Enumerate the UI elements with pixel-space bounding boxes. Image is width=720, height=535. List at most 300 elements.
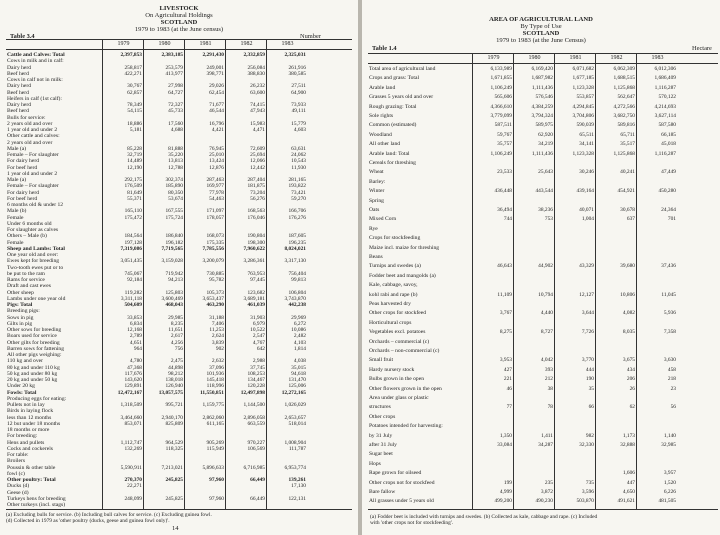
table-cell: 97,960: [209, 495, 224, 502]
table-cell: 4,767: [252, 339, 265, 346]
table-cell: 31,188: [209, 314, 224, 321]
table-cell: 1,008,904: [284, 439, 306, 446]
table-cell: 447: [626, 479, 635, 486]
row-label: Horticultural crops: [369, 319, 412, 326]
table-cell: 1,173: [622, 432, 635, 439]
table-cell: 131,470: [288, 377, 306, 383]
row-label: less than 12 months: [7, 414, 52, 421]
table-cell: 1,318,509: [120, 402, 142, 408]
table-cell: 450,280: [658, 188, 676, 195]
row-label: Peas harvested dry: [369, 301, 411, 307]
table-cell: 95,782: [209, 277, 224, 283]
table-cell: 468,043: [165, 302, 183, 308]
row-label: Female: [7, 239, 24, 246]
table-cell: 27,511: [291, 83, 306, 90]
row-label: For slaughter as calves: [7, 227, 59, 233]
table-cell: 37,436: [661, 263, 676, 270]
table-cell: 13,057,575: [158, 389, 183, 396]
table-cell: 1,026,029: [284, 402, 306, 408]
table-cell: 4,440: [540, 310, 553, 317]
row-label: Broilers: [7, 458, 26, 465]
row-label: Under 20 kg: [7, 383, 35, 390]
table-cell: 4,384,259: [531, 103, 553, 110]
table-cell: 106,804: [288, 289, 306, 296]
year-column-header: 1980: [158, 41, 171, 47]
table-cell: 73,421: [291, 189, 306, 196]
table-cell: 3,704,806: [572, 113, 594, 119]
row-label: Cereals for threshing: [369, 160, 416, 166]
table-cell: 7,358: [663, 329, 676, 336]
table-cell: 245,825: [165, 477, 183, 483]
table-cell: 663,559: [247, 420, 265, 427]
table-cell: 4,651: [129, 339, 142, 346]
table-cell: 10,086: [291, 327, 306, 333]
table-cell: 6,979: [252, 320, 265, 327]
table-cell: 117,676: [124, 370, 142, 377]
table-cell: 5,896,633: [202, 464, 224, 471]
table-cell: 1,116,287: [654, 84, 676, 91]
table-cell: 3,957: [663, 470, 676, 477]
table-cell: 165,110: [124, 208, 142, 215]
table-cell: 589,816: [617, 122, 635, 129]
table-cell: 6,133,989: [490, 66, 512, 72]
left-page-livestock: [0, 0, 358, 535]
table-cell: 176,046: [247, 214, 265, 221]
table-cell: 12,876: [209, 164, 224, 171]
table-cell: 115,949: [206, 445, 224, 452]
table-cell: 38: [547, 385, 553, 392]
table-cell: 2,291,430: [202, 52, 224, 58]
row-label: For table:: [7, 452, 29, 458]
table-cell: 196,235: [288, 239, 306, 246]
table-cell: 27,998: [168, 83, 183, 90]
table-cell: 17,130: [291, 483, 306, 490]
year-column-header: 1983: [281, 41, 294, 47]
unit-label: Number: [300, 33, 321, 40]
row-label: Ewes kept for breeding: [7, 258, 60, 265]
row-label: Female: [7, 214, 24, 221]
table-cell: 982: [585, 432, 594, 439]
table-cell: 287,463: [206, 177, 224, 183]
row-label: Hens and pullets: [7, 439, 45, 446]
row-label: Barren sows for fattening: [7, 345, 65, 352]
table-cell: 1,686,409: [654, 75, 676, 82]
table-cell: 4,780: [129, 358, 142, 365]
table-cell: 853,071: [124, 420, 142, 427]
row-label: Hops: [369, 460, 381, 467]
table-cell: 178,057: [206, 214, 224, 221]
row-label: Grasses 5 years old and over: [369, 94, 434, 101]
table-cell: 33,084: [497, 442, 512, 448]
row-label: Beans: [369, 254, 383, 260]
table-cell: 186,840: [165, 233, 183, 240]
title-line: SCOTLAND: [160, 19, 198, 26]
year-column-header: 1979: [487, 55, 500, 61]
row-label: fowl (c): [7, 470, 25, 477]
row-label: Rough grazing: Total: [369, 103, 417, 110]
row-label: Birds in laying flock: [7, 408, 54, 415]
table-cell: 1,123,328: [572, 84, 594, 91]
table-cell: 77,978: [209, 189, 224, 196]
row-label: Boars used for service: [7, 333, 57, 340]
table-cell: 4,082: [622, 310, 635, 317]
row-label: Barley:: [369, 178, 386, 185]
table-cell: 454,921: [617, 188, 635, 195]
row-label: Crops for stockfeeding: [369, 235, 421, 242]
table-cell: 6,716,985: [243, 464, 265, 471]
table-cell: 5,590,911: [120, 464, 142, 471]
table-cell: 35,015: [291, 364, 306, 371]
table-cell: 3,286,361: [243, 258, 265, 265]
table-number: Table 1.4: [372, 45, 397, 52]
table-cell: 235: [544, 479, 553, 486]
row-label: Fodder beet and mangolds (a): [369, 272, 436, 279]
row-label: Hardy nursery stock: [369, 366, 415, 373]
table-cell: 66,185: [661, 131, 676, 138]
row-label: 110 kg and over: [7, 358, 43, 365]
table-cell: 1,111,436: [531, 150, 553, 157]
table-cell: 6,272: [293, 320, 306, 327]
table-cell: 302,374: [165, 177, 183, 183]
row-label: 80 kg and under 110 kg: [7, 364, 60, 371]
table-cell: 78: [547, 404, 553, 411]
table-cell: 5,936: [663, 310, 676, 317]
row-label: For dairy herd: [7, 189, 40, 196]
table-cell: 85,228: [127, 145, 142, 152]
table-cell: 12,066: [250, 158, 265, 165]
row-label: Other gilts for breeding: [7, 339, 60, 346]
table-cell: 39,680: [620, 263, 635, 270]
table-cell: 570,122: [658, 94, 676, 101]
table-cell: 4,038: [293, 358, 306, 365]
table-cell: 30,678: [620, 207, 635, 213]
table-cell: 129,891: [124, 383, 142, 390]
table-cell: 1,411: [541, 432, 553, 439]
table-cell: 12,168: [127, 327, 142, 333]
row-label: be put to the ram: [7, 270, 45, 277]
table-cell: 184,564: [124, 233, 142, 240]
table-cell: 281,165: [288, 177, 306, 183]
table-cell: 8,275: [499, 329, 512, 336]
table-cell: 26: [629, 385, 635, 392]
row-label: Mixed Corn: [369, 216, 397, 223]
table-cell: 139,261: [288, 477, 306, 483]
table-number: Table 3.4: [10, 33, 35, 40]
table-cell: 576,546: [535, 94, 553, 101]
table-cell: 11,550,851: [200, 389, 224, 396]
table-cell: 380,585: [288, 70, 306, 77]
row-label: Other crops not for stockfeed: [369, 479, 435, 486]
table-cell: 436,448: [494, 188, 512, 195]
table-cell: 518,014: [288, 420, 306, 427]
table-cell: 34,287: [538, 442, 553, 448]
livestock-title: [0, 5, 358, 33]
table-cell: 3,682,750: [613, 113, 635, 119]
table-cell: 756,404: [288, 270, 306, 277]
table-cell: 2,617: [170, 333, 183, 340]
row-label: by 31 July: [369, 432, 393, 439]
table-cell: 2,653,657: [284, 414, 306, 421]
table-cell: 4,294,845: [572, 103, 594, 110]
table-cell: 3,630: [663, 357, 676, 364]
table-cell: 964,529: [165, 439, 183, 446]
row-label: Other flowers grown in the open: [369, 385, 442, 392]
table-bottom-rule: [368, 509, 718, 510]
row-label: Draft and cast ewes: [7, 283, 51, 290]
footnote: (a) Fodder beet is included with turnips and swedes. (b) Collected as kale, cabbage and rape. (c) Included: [370, 514, 598, 520]
table-cell: 1,814: [293, 345, 306, 352]
table-cell: 111,787: [288, 445, 306, 452]
table-cell: 30,246: [579, 169, 594, 176]
table-cell: 7,719,565: [161, 245, 183, 252]
table-cell: 33,853: [127, 314, 142, 321]
table-cell: 553,857: [576, 94, 594, 101]
row-label: 50 kg and under 80 kg: [7, 370, 58, 377]
table-cell: 1,520: [663, 479, 676, 486]
table-cell: 270,370: [124, 477, 142, 483]
row-label: Rape grown for oilseed: [369, 470, 422, 477]
table-cell: 248,099: [124, 495, 142, 502]
row-label: Orchards – non-commercial (c): [369, 348, 440, 354]
row-label: Bulbs grown in the open: [369, 376, 425, 383]
column-divider: [554, 53, 555, 509]
table-cell: 76,945: [209, 145, 224, 152]
column-divider: [472, 53, 473, 509]
table-cell: 701: [667, 216, 676, 223]
row-label: Beef herd: [7, 70, 29, 77]
table-cell: 4,603: [293, 127, 306, 133]
title-line: By Type of Use: [520, 23, 562, 30]
table-cell: 72,327: [168, 102, 183, 108]
table-bottom-rule: [6, 509, 352, 510]
table-cell: 1,004: [581, 216, 594, 223]
table-cell: 206: [626, 376, 635, 383]
table-cell: 10,806: [620, 291, 635, 298]
table-cell: 7,406: [211, 320, 224, 327]
row-label: 2 years old and over: [7, 139, 53, 146]
table-cell: 81,888: [168, 145, 183, 152]
header-rule-bottom: [6, 49, 352, 50]
table-cell: 7,960,622: [243, 245, 265, 252]
table-cell: 44,902: [538, 263, 553, 270]
table-cell: 66,449: [250, 477, 265, 483]
table-cell: 45,018: [661, 141, 676, 148]
row-label: Breeding pigs:: [7, 308, 40, 315]
table-cell: 119,282: [124, 289, 142, 296]
table-cell: 1,116,287: [654, 150, 676, 157]
table-cell: 7,213,021: [161, 464, 183, 471]
table-cell: 3,770: [581, 357, 594, 364]
table-cell: 176,509: [124, 183, 142, 190]
table-cell: 35: [588, 385, 594, 392]
table-cell: 2,383,185: [161, 52, 183, 58]
footnotes: [370, 514, 714, 526]
table-cell: 92,184: [127, 277, 142, 283]
row-label: Male (b): [7, 208, 27, 215]
title-line: AREA OF AGRICULTURAL LAND: [489, 16, 593, 23]
table-cell: 825,809: [165, 420, 183, 427]
table-cell: 2,397,853: [120, 52, 142, 58]
table-cell: 2,475: [170, 358, 183, 365]
table-cell: 461,039: [247, 302, 265, 308]
table-cell: 77: [506, 404, 512, 411]
table-cell: 16,796: [209, 120, 224, 127]
table-cell: 611,165: [206, 420, 224, 427]
table-cell: 54,115: [127, 108, 142, 115]
table-cell: 1,350: [499, 432, 512, 439]
table-cell: 171,097: [206, 208, 224, 215]
header-rule-bottom: [368, 63, 718, 64]
table-cell: 80,350: [168, 189, 183, 196]
table-cell: 25,010: [209, 152, 224, 158]
table-cell: 1,112,747: [120, 439, 142, 446]
table-cell: 2,789: [129, 333, 142, 340]
year-column-header: 1981: [569, 55, 582, 61]
row-label: Potatoes intended for harvesting:: [369, 423, 443, 430]
table-cell: 168,073: [206, 233, 224, 240]
row-label: Beef herd: [7, 108, 29, 115]
row-label: Gilts in pig: [7, 320, 33, 327]
table-cell: 73,933: [291, 102, 306, 108]
table-cell: 1,677,185: [572, 75, 594, 82]
table-cell: 905,269: [206, 439, 224, 446]
table-cell: 118,325: [165, 445, 183, 452]
table-cell: 1,687,982: [531, 75, 553, 82]
table-cell: 589,975: [535, 122, 553, 129]
table-cell: 193,822: [288, 183, 306, 190]
table-cell: 24,062: [291, 152, 306, 158]
table-cell: 2,325,031: [284, 52, 306, 58]
table-cell: 1,144,500: [243, 402, 265, 408]
table-cell: 134,467: [247, 377, 265, 383]
page-number: 14: [172, 525, 179, 532]
table-cell: 32,719: [127, 152, 142, 158]
table-cell: 38,236: [538, 207, 553, 213]
table-cell: 763,953: [247, 270, 265, 277]
table-cell: 503,870: [576, 498, 594, 505]
row-label: 2 years old and over: [7, 120, 53, 127]
table-cell: 101,936: [206, 370, 224, 377]
table-cell: 198,300: [247, 239, 265, 246]
row-label: Fowls: Total: [7, 389, 37, 396]
table-cell: 6,169,420: [531, 66, 553, 72]
table-cell: 63,631: [291, 145, 306, 152]
table-cell: 49,111: [291, 108, 306, 115]
table-cell: 94,213: [168, 277, 183, 283]
table-cell: 3,743,870: [284, 295, 306, 302]
row-label: Dairy herd: [7, 64, 32, 71]
table-cell: 1,106,249: [490, 84, 512, 91]
right-page-land-area: [362, 0, 720, 535]
table-cell: 587,511: [494, 122, 512, 129]
row-label: Other cattle and calves:: [7, 133, 60, 140]
table-cell: 6,953,774: [284, 464, 306, 471]
table-cell: 53,674: [168, 195, 183, 202]
row-label: All grasses under 5 years old: [369, 498, 434, 505]
table-cell: 23,533: [497, 169, 512, 176]
table-cell: 12,272,165: [281, 389, 306, 396]
table-cell: 46,544: [209, 108, 224, 115]
table-cell: 190: [585, 376, 594, 383]
table-cell: 292,175: [124, 177, 142, 183]
table-cell: 196,182: [165, 239, 183, 246]
row-label: 1 year old and under 2: [7, 127, 58, 133]
table-cell: 118,996: [206, 383, 224, 390]
table-cell: 65,711: [620, 131, 635, 138]
row-label: For dairy herd: [7, 158, 40, 165]
table-cell: 902: [215, 345, 224, 352]
table-cell: 44,898: [168, 364, 183, 371]
row-label: Lambs under one year old: [7, 295, 66, 302]
table-cell: 7,319,086: [120, 245, 142, 252]
table-cell: 47,943: [250, 108, 265, 115]
table-cell: 2,547: [252, 333, 265, 340]
table-cell: 56,276: [250, 195, 265, 202]
table-cell: 413,977: [165, 70, 183, 77]
table-cell: 175,335: [206, 239, 224, 246]
row-label: Area under glass or plastic: [369, 395, 429, 401]
footnote: (a) Excluding bulls for service. (b) Including bull calves for service. (c) Excluding guinea fowl.: [6, 512, 212, 518]
table-cell: 13,424: [209, 158, 224, 165]
row-label: Rams for service: [7, 277, 45, 283]
title-line: 1979 to 1983 (at the June census): [134, 26, 224, 33]
table-cell: 3,627,114: [654, 113, 676, 119]
table-cell: 138,018: [165, 377, 183, 383]
table-cell: 3,600,469: [161, 295, 183, 302]
row-label: All other pigs weighing:: [7, 352, 62, 358]
table-cell: 65,511: [579, 131, 594, 138]
year-column-header: 1982: [240, 41, 253, 47]
table-cell: 24,364: [661, 207, 676, 213]
table-cell: 4,688: [170, 127, 183, 133]
table-cell: 735: [585, 479, 594, 486]
table-cell: 36,494: [497, 207, 512, 213]
table-cell: 499,200: [494, 498, 512, 505]
table-cell: 565,606: [494, 94, 512, 101]
row-label: Other sheep: [7, 289, 34, 296]
row-label: Turnips and swedes (a): [369, 263, 421, 270]
table-cell: 66: [588, 404, 594, 411]
year-column-header: 1979: [117, 41, 130, 47]
title-line: LIVESTOCK: [159, 5, 199, 12]
table-cell: 258,817: [124, 64, 142, 71]
row-label: Other crops: [369, 413, 396, 420]
row-label: Others – Male (b): [7, 233, 47, 240]
title-line: 1979 to 1983 (at the June Census): [496, 37, 586, 44]
row-label: Cocks and cockerels: [7, 445, 53, 452]
table-cell: 32,330: [579, 442, 594, 448]
row-label: Geese (d): [7, 489, 29, 496]
title-line: SCOTLAND: [522, 30, 560, 37]
table-cell: 40,241: [620, 169, 635, 176]
table-cell: 590,039: [576, 122, 594, 129]
table-cell: 2,332,859: [243, 52, 265, 58]
table-cell: 3,779,099: [490, 113, 512, 119]
table-cell: 398,771: [206, 70, 224, 77]
table-cell: 1,106,249: [490, 150, 512, 157]
table-cell: 73,204: [250, 189, 265, 196]
table-cell: 6,834: [129, 320, 142, 327]
row-label: For breeding:: [7, 433, 38, 440]
table-cell: 13,813: [168, 158, 183, 165]
table-cell: 145,418: [206, 377, 224, 383]
table-cell: 393: [544, 366, 553, 373]
table-cell: 3,159,028: [161, 258, 183, 265]
row-label: 6 months old & under 12: [7, 202, 64, 208]
table-cell: 4,214,693: [654, 103, 676, 110]
table-cell: 443,544: [535, 188, 553, 195]
table-cell: 4,650: [622, 489, 635, 495]
